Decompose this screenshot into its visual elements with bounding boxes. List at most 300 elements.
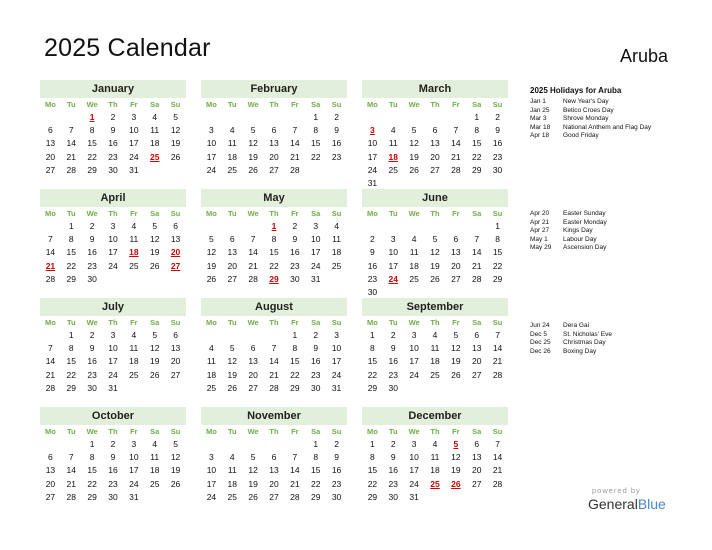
holiday-row [530, 244, 700, 253]
day-cell: 4 [432, 439, 438, 449]
day-cell: 22 [66, 369, 76, 380]
day-cell: 23 [290, 260, 300, 271]
month-header: August [201, 298, 347, 316]
month-header: March [362, 80, 508, 98]
holiday-date: Apr 20 [530, 210, 550, 217]
holiday-date: Mar 3 [530, 115, 547, 123]
day-cell: 17 [108, 247, 118, 258]
holiday-day-cell: 29 [269, 273, 279, 284]
day-cell: 29 [87, 164, 97, 175]
day-cell: 16 [367, 260, 378, 271]
day-cell: 26 [248, 164, 258, 175]
weekday-label: Su [492, 427, 503, 436]
day-cell: 8 [370, 452, 375, 463]
day-cell: 26 [248, 491, 258, 502]
day-cell: 31 [129, 491, 139, 502]
day-cell: 6 [173, 221, 178, 231]
day-cell: 4 [432, 330, 438, 340]
day-cell: 6 [271, 125, 277, 136]
day-cell: 28 [45, 273, 56, 284]
day-cell: 31 [331, 382, 342, 393]
day-cell: 13 [227, 247, 237, 258]
day-cell: 17 [310, 247, 321, 258]
day-cell: 20 [45, 478, 56, 489]
day-cell: 13 [170, 343, 181, 354]
day-cell: 8 [292, 343, 298, 354]
day-cell: 7 [292, 452, 298, 463]
holiday-name: Easter Sunday [563, 210, 606, 217]
day-cell: 3 [411, 330, 417, 340]
day-cell: 25 [227, 491, 237, 502]
day-cell: 11 [129, 234, 139, 245]
day-cell: 16 [108, 138, 118, 149]
day-cell: 14 [66, 138, 76, 149]
holiday-day-cell: 21 [45, 260, 56, 271]
day-cell: 21 [451, 151, 461, 162]
day-cell: 17 [206, 478, 217, 489]
day-cell: 28 [248, 273, 258, 284]
month-header: April [40, 189, 186, 207]
holiday-date: Dec 5 [530, 330, 547, 338]
holiday-day-cell: 25 [430, 478, 440, 489]
day-cell: 10 [388, 247, 398, 258]
day-cell: 1 [370, 330, 375, 340]
day-cell: 12 [170, 452, 181, 463]
day-cell: 26 [227, 382, 237, 393]
weekday-label: Tu [227, 427, 237, 436]
day-cell: 1 [495, 221, 500, 231]
day-cell: 8 [89, 125, 95, 136]
month-header: December [362, 407, 508, 425]
day-cell: 3 [131, 112, 137, 122]
day-cell: 15 [310, 138, 321, 149]
weekday-label: Fr [291, 318, 299, 327]
month-august [201, 298, 347, 395]
empty-day-cell [201, 111, 222, 124]
day-cell: 4 [229, 452, 235, 463]
holiday-day-cell: 24 [388, 273, 398, 284]
holiday-date: May 29 [530, 244, 552, 252]
day-cell: 4 [131, 330, 137, 340]
weekday-label: Th [430, 318, 440, 327]
day-cell: 19 [451, 465, 461, 476]
holiday-name: Shrove Monday [563, 115, 609, 123]
day-cell: 1 [68, 221, 74, 231]
day-cell: 22 [367, 478, 378, 489]
day-cell: 21 [471, 260, 482, 271]
empty-day-cell [40, 111, 61, 124]
day-cell: 24 [108, 260, 118, 271]
day-cell: 3 [411, 439, 417, 449]
holiday-date: May 1 [530, 235, 548, 243]
weekday-label: We [86, 318, 98, 327]
day-cell: 1 [474, 112, 480, 122]
day-cell: 30 [108, 164, 118, 175]
day-cell: 26 [170, 151, 181, 162]
generalblue-logo[interactable] [588, 496, 666, 512]
day-cell: 15 [290, 356, 300, 367]
holiday-day-cell: 18 [388, 151, 398, 162]
empty-day-cell [61, 438, 82, 451]
day-cell: 15 [269, 247, 279, 258]
weekday-label: Su [331, 209, 342, 218]
page-title: 2025 Calendar [44, 34, 211, 62]
day-cell: 13 [45, 465, 56, 476]
weekday-label: Sa [472, 427, 482, 436]
day-cell: 16 [108, 465, 118, 476]
day-cell: 24 [367, 164, 378, 175]
day-cell: 2 [495, 112, 500, 122]
day-cell: 26 [149, 369, 160, 380]
holiday-day-cell: 5 [453, 439, 459, 449]
month-april [40, 189, 186, 286]
day-cell: 12 [206, 247, 217, 258]
weekday-label: Sa [150, 318, 160, 327]
brand-part-blue: Blue [637, 496, 666, 512]
day-cell: 10 [367, 138, 378, 149]
month-november [201, 407, 347, 504]
day-cell: 6 [173, 330, 178, 340]
holiday-name: Easter Monday [563, 218, 607, 226]
day-cell: 13 [471, 343, 482, 354]
month-march [362, 80, 508, 190]
day-cell: 15 [367, 356, 378, 367]
weekday-label: Mo [206, 209, 217, 218]
day-cell: 10 [129, 125, 139, 136]
weekday-label: We [247, 427, 259, 436]
weekday-label: Fr [130, 427, 138, 436]
day-cell: 24 [129, 151, 139, 162]
weekday-label: Fr [452, 318, 460, 327]
weekday-label: We [247, 100, 259, 109]
holiday-name: Christmas Day [563, 339, 606, 347]
day-cell: 3 [131, 439, 137, 449]
weekday-label: Sa [472, 318, 482, 327]
holiday-date: Jan 25 [530, 106, 550, 114]
empty-day-cell [201, 438, 222, 451]
day-cell: 12 [248, 138, 258, 149]
day-cell: 31 [310, 273, 321, 284]
day-cell: 13 [269, 138, 279, 149]
day-cell: 19 [248, 478, 258, 489]
day-cell: 11 [227, 465, 237, 476]
day-cell: 28 [290, 164, 300, 175]
day-cell: 30 [87, 382, 97, 393]
weekday-label: Fr [130, 209, 138, 218]
day-cell: 15 [87, 138, 97, 149]
day-cell: 20 [471, 465, 482, 476]
day-cell: 31 [367, 177, 378, 188]
day-cell: 16 [492, 138, 503, 149]
day-cell: 30 [388, 491, 398, 502]
weekday-label: Th [430, 427, 440, 436]
empty-day-cell [466, 220, 487, 233]
weekday-label: Th [108, 209, 118, 218]
day-cell: 23 [87, 369, 97, 380]
day-cell: 20 [248, 369, 258, 380]
day-cell: 13 [45, 138, 56, 149]
holiday-name: National Anthem and Flag Day [563, 123, 652, 131]
day-cell: 4 [152, 439, 158, 449]
day-cell: 19 [149, 247, 160, 258]
day-cell: 8 [474, 125, 480, 136]
day-cell: 8 [68, 234, 74, 245]
day-cell: 30 [367, 286, 378, 297]
day-cell: 27 [170, 369, 181, 380]
day-cell: 4 [131, 221, 137, 231]
day-cell: 16 [331, 138, 342, 149]
day-cell: 23 [108, 478, 118, 489]
day-cell: 29 [66, 273, 76, 284]
holiday-day-cell: 26 [451, 478, 461, 489]
holiday-row [530, 227, 700, 236]
day-cell: 2 [313, 330, 319, 340]
day-cell: 25 [227, 164, 237, 175]
day-cell: 21 [492, 356, 503, 367]
day-cell: 1 [292, 330, 298, 340]
day-cell: 23 [108, 151, 118, 162]
day-cell: 24 [108, 369, 118, 380]
day-cell: 25 [331, 260, 342, 271]
weekday-label: Mo [367, 427, 378, 436]
holiday-name: Ascension Day [563, 244, 607, 252]
weekday-label: Tu [388, 427, 398, 436]
day-cell: 7 [68, 125, 74, 136]
day-cell: 4 [152, 112, 158, 122]
day-cell: 31 [129, 164, 139, 175]
weekday-label: Fr [291, 100, 299, 109]
empty-day-cell [284, 111, 305, 124]
empty-day-cell [222, 438, 243, 451]
weekday-label: Sa [311, 427, 321, 436]
empty-day-cell [40, 438, 61, 451]
holiday-date: Dec 25 [530, 339, 551, 347]
day-cell: 22 [471, 151, 482, 162]
weekday-label: Sa [472, 100, 482, 109]
country-name: Aruba [619, 46, 668, 66]
day-cell: 9 [495, 125, 500, 136]
day-cell: 4 [229, 125, 235, 136]
weekday-label: We [408, 318, 420, 327]
weekday-label: Fr [130, 100, 138, 109]
day-cell: 16 [331, 465, 342, 476]
day-cell: 8 [89, 452, 95, 463]
day-cell: 23 [492, 151, 503, 162]
day-cell: 25 [206, 382, 217, 393]
weekday-label: Mo [367, 209, 378, 218]
day-cell: 10 [108, 234, 118, 245]
day-cell: 15 [87, 465, 97, 476]
day-cell: 3 [209, 125, 214, 136]
day-cell: 5 [209, 234, 214, 245]
day-cell: 19 [170, 138, 181, 149]
day-cell: 11 [150, 452, 160, 463]
day-cell: 24 [129, 478, 139, 489]
day-cell: 26 [451, 369, 461, 380]
holiday-row [530, 322, 700, 331]
weekday-label: Su [170, 427, 181, 436]
day-cell: 27 [471, 478, 482, 489]
weekday-label: Su [170, 209, 181, 218]
day-cell: 29 [290, 382, 300, 393]
day-cell: 20 [451, 260, 461, 271]
day-cell: 18 [227, 151, 237, 162]
weekday-label: Su [170, 318, 181, 327]
day-cell: 4 [390, 125, 396, 136]
month-days-grid [40, 207, 186, 286]
day-cell: 29 [87, 491, 97, 502]
holiday-row [530, 115, 700, 124]
weekday-label: Fr [452, 100, 460, 109]
day-cell: 3 [110, 221, 116, 231]
day-cell: 4 [334, 221, 339, 231]
day-cell: 6 [271, 452, 277, 463]
day-cell: 20 [269, 478, 279, 489]
day-cell: 3 [209, 452, 214, 463]
day-cell: 24 [409, 478, 419, 489]
month-days-grid [362, 425, 508, 504]
day-cell: 26 [149, 260, 160, 271]
weekday-label: Su [170, 100, 181, 109]
holiday-row [530, 236, 700, 245]
weekday-label: Th [269, 100, 279, 109]
day-cell: 22 [492, 260, 503, 271]
holiday-group [530, 210, 700, 253]
holiday-name: Labour Day [563, 235, 597, 243]
holiday-row [530, 132, 700, 141]
day-cell: 15 [66, 247, 76, 258]
empty-day-cell [362, 111, 383, 124]
day-cell: 2 [110, 439, 116, 449]
day-cell: 14 [492, 343, 503, 354]
weekday-label: Fr [452, 427, 460, 436]
day-cell: 25 [149, 478, 160, 489]
month-june [362, 189, 508, 299]
holiday-name: Betico Croes Day [563, 106, 614, 114]
day-cell: 9 [110, 452, 116, 463]
day-cell: 9 [110, 125, 116, 136]
month-days-grid [40, 316, 186, 395]
day-cell: 22 [290, 369, 300, 380]
holiday-day-cell: 27 [170, 260, 181, 271]
holiday-name: Boxing Day [563, 347, 597, 355]
day-cell: 20 [170, 356, 181, 367]
day-cell: 30 [290, 273, 300, 284]
day-cell: 6 [250, 343, 256, 354]
empty-day-cell [362, 220, 383, 233]
day-cell: 9 [313, 343, 319, 354]
holiday-row [530, 210, 700, 219]
day-cell: 22 [87, 478, 97, 489]
day-cell: 4 [411, 234, 417, 245]
day-cell: 10 [129, 452, 139, 463]
day-cell: 19 [409, 151, 419, 162]
weekday-label: Su [492, 209, 503, 218]
day-cell: 2 [390, 330, 396, 340]
weekday-label: Mo [206, 318, 217, 327]
weekday-label: Mo [206, 427, 217, 436]
day-cell: 11 [207, 356, 216, 367]
day-cell: 12 [170, 125, 181, 136]
weekday-label: Tu [66, 209, 76, 218]
day-cell: 14 [471, 247, 482, 258]
day-cell: 13 [269, 465, 279, 476]
day-cell: 21 [45, 369, 56, 380]
day-cell: 17 [409, 356, 419, 367]
day-cell: 29 [310, 491, 321, 502]
day-cell: 1 [89, 439, 95, 449]
day-cell: 27 [471, 369, 482, 380]
day-cell: 21 [492, 465, 503, 476]
day-cell: 12 [149, 234, 160, 245]
day-cell: 24 [331, 369, 342, 380]
day-cell: 31 [409, 491, 419, 502]
day-cell: 18 [331, 247, 342, 258]
weekday-label: Mo [45, 209, 56, 218]
day-cell: 29 [367, 491, 378, 502]
day-cell: 16 [388, 356, 398, 367]
day-cell: 17 [367, 151, 378, 162]
holiday-row [530, 98, 700, 107]
month-january [40, 80, 186, 177]
day-cell: 2 [334, 112, 339, 122]
day-cell: 24 [409, 369, 419, 380]
month-days-grid [40, 98, 186, 177]
day-cell: 7 [495, 330, 500, 340]
day-cell: 28 [471, 273, 482, 284]
day-cell: 7 [250, 234, 256, 245]
day-cell: 6 [48, 125, 53, 136]
day-cell: 22 [367, 369, 378, 380]
month-header: February [201, 80, 347, 98]
holiday-row [530, 331, 700, 340]
day-cell: 8 [313, 452, 319, 463]
day-cell: 18 [409, 260, 419, 271]
day-cell: 11 [129, 343, 139, 354]
day-cell: 25 [388, 164, 398, 175]
day-cell: 27 [248, 382, 258, 393]
weekday-label: We [247, 318, 259, 327]
empty-day-cell [222, 220, 243, 233]
day-cell: 13 [451, 247, 461, 258]
month-days-grid [201, 207, 347, 286]
month-october [40, 407, 186, 504]
day-cell: 7 [48, 234, 53, 245]
day-cell: 8 [68, 343, 74, 354]
day-cell: 29 [367, 382, 378, 393]
day-cell: 14 [45, 356, 56, 367]
weekday-label: We [86, 427, 98, 436]
day-cell: 19 [149, 356, 160, 367]
month-header: July [40, 298, 186, 316]
day-cell: 15 [492, 247, 503, 258]
day-cell: 28 [492, 478, 503, 489]
day-cell: 18 [206, 369, 217, 380]
day-cell: 30 [492, 164, 503, 175]
day-cell: 12 [430, 247, 440, 258]
month-february [201, 80, 347, 177]
day-cell: 20 [269, 151, 279, 162]
empty-day-cell [243, 111, 264, 124]
day-cell: 6 [48, 452, 53, 463]
holiday-name: Dera Gai [563, 322, 590, 329]
day-cell: 10 [206, 138, 217, 149]
day-cell: 11 [430, 343, 440, 354]
weekday-label: Su [331, 100, 342, 109]
day-cell: 10 [331, 343, 342, 354]
weekday-label: We [408, 209, 420, 218]
day-cell: 17 [129, 465, 139, 476]
